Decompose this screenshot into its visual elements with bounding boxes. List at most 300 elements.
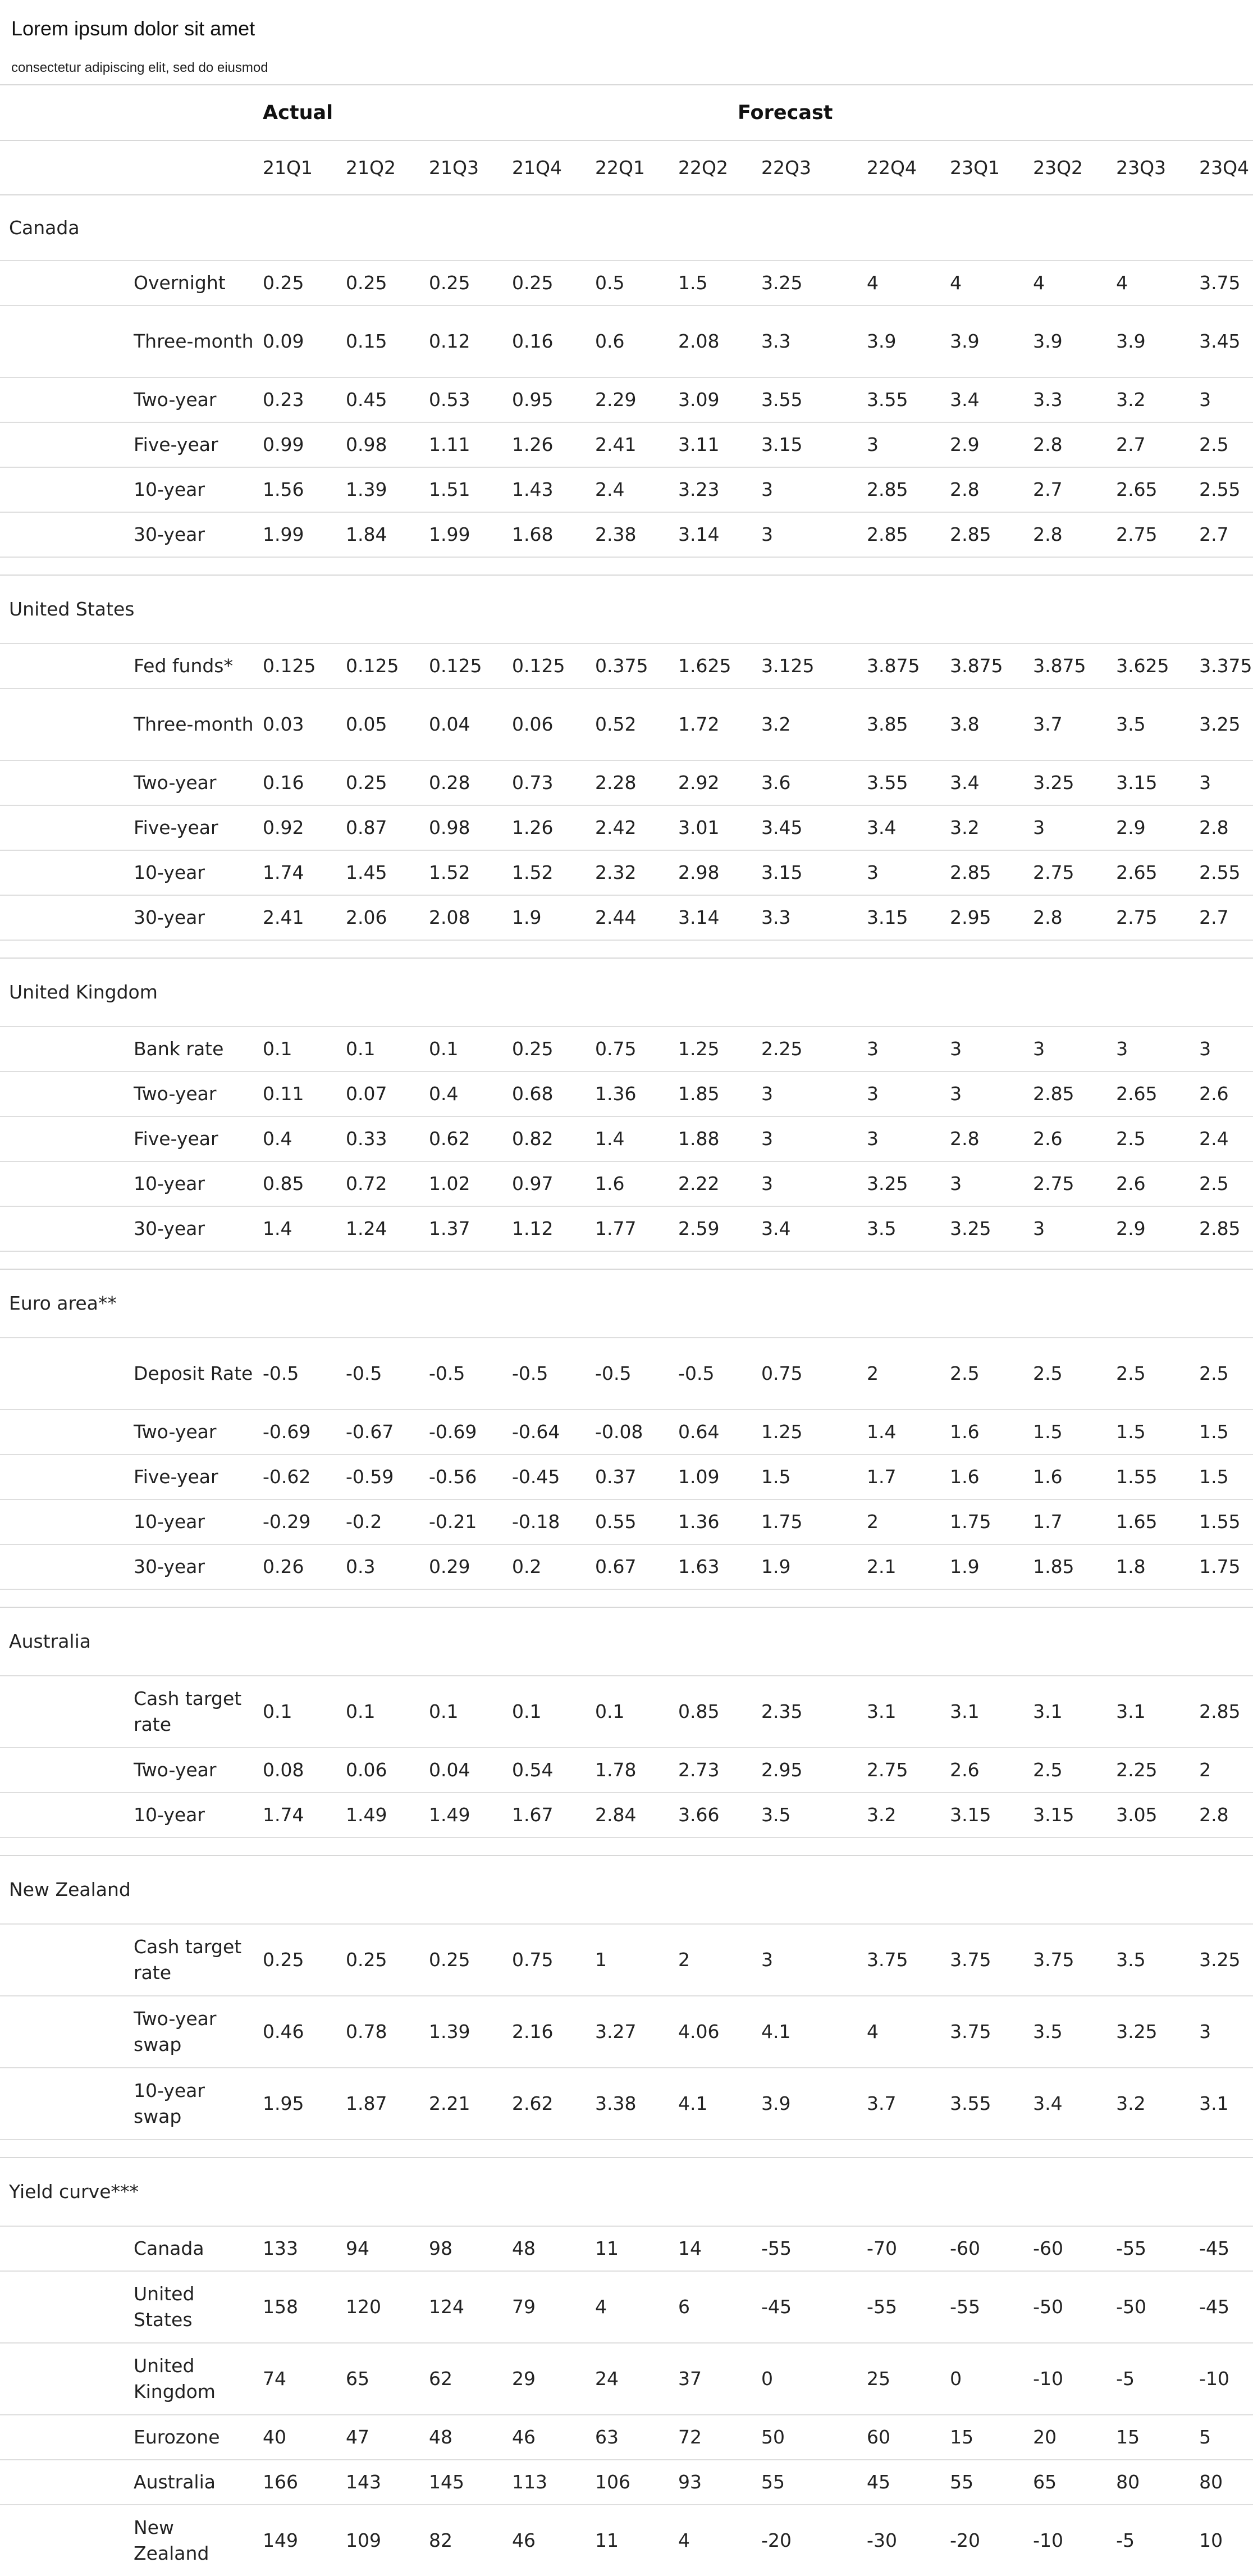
table-cell: 0.98 xyxy=(420,805,503,850)
table-cell: 0.85 xyxy=(669,1676,752,1748)
table-cell: 3.15 xyxy=(752,850,858,895)
rates-body xyxy=(0,85,1253,2576)
table-cell: 0.4 xyxy=(420,1072,503,1116)
table-cell: 149 xyxy=(254,2505,337,2576)
table-cell: 3.6 xyxy=(752,760,858,805)
table-cell: 82 xyxy=(420,2505,503,2576)
table-cell: -55 xyxy=(941,2271,1024,2343)
table-cell: 0.06 xyxy=(337,1748,420,1793)
row-spacer xyxy=(0,1544,125,1589)
header-spacer xyxy=(125,85,254,140)
table-cell: 3.5 xyxy=(858,1206,941,1251)
table-cell: 3.15 xyxy=(752,422,858,467)
table-cell: 2.8 xyxy=(1024,422,1107,467)
row-spacer xyxy=(0,261,125,306)
table-cell: 2.7 xyxy=(1190,512,1253,557)
table-cell: 1.7 xyxy=(858,1455,941,1499)
table-cell: 166 xyxy=(254,2460,337,2505)
table-cell: 0.25 xyxy=(420,261,503,306)
table-cell: 4.1 xyxy=(752,1996,858,2068)
table-row xyxy=(0,1996,1253,2068)
table-cell: 3 xyxy=(752,1116,858,1161)
table-cell: 1.9 xyxy=(941,1544,1024,1589)
table-cell: 2.75 xyxy=(1024,850,1107,895)
group-gap-cell xyxy=(0,1838,1253,1855)
table-cell: 3.15 xyxy=(941,1793,1024,1838)
group-gap xyxy=(0,1251,1253,1269)
table-cell: 15 xyxy=(941,2415,1024,2460)
table-row xyxy=(0,760,1253,805)
table-cell: 2.4 xyxy=(586,467,669,512)
table-cell: 4.1 xyxy=(669,2068,752,2140)
table-cell: 1.24 xyxy=(337,1206,420,1251)
table-cell: 0.6 xyxy=(586,306,669,377)
table-cell: 0.62 xyxy=(420,1116,503,1161)
table-cell: -0.5 xyxy=(420,1338,503,1410)
group-header-row xyxy=(0,195,1253,261)
row-spacer xyxy=(0,422,125,467)
table-cell: 3.9 xyxy=(1024,306,1107,377)
table-cell: 0.97 xyxy=(503,1161,586,1206)
group-gap-cell xyxy=(0,940,1253,958)
table-cell: 93 xyxy=(669,2460,752,2505)
group-gap xyxy=(0,557,1253,575)
table-cell: -0.45 xyxy=(503,1455,586,1499)
table-row xyxy=(0,1072,1253,1116)
table-cell: 1.8 xyxy=(1107,1544,1190,1589)
table-cell: 2.8 xyxy=(1024,512,1107,557)
table-cell: 1.11 xyxy=(420,422,503,467)
table-cell: 3.4 xyxy=(858,805,941,850)
column-header: 22Q3 xyxy=(752,140,858,195)
table-cell: 2.8 xyxy=(941,1116,1024,1161)
table-cell: 3.5 xyxy=(1024,1996,1107,2068)
rates-table xyxy=(0,84,1253,2576)
table-cell: 3.875 xyxy=(1024,644,1107,689)
row-label: Five-year xyxy=(125,805,254,850)
table-cell: 10 xyxy=(1190,2505,1253,2576)
table-row xyxy=(0,2505,1253,2576)
table-cell: -10 xyxy=(1024,2343,1107,2415)
header-spacer xyxy=(125,140,254,195)
table-cell: 1.36 xyxy=(586,1072,669,1116)
row-label: Three-month xyxy=(125,689,254,760)
row-label: Overnight xyxy=(125,261,254,306)
table-cell: 3.5 xyxy=(1107,1924,1190,1996)
table-row xyxy=(0,2068,1253,2140)
table-cell: 3.2 xyxy=(858,1793,941,1838)
table-cell: 4 xyxy=(1024,261,1107,306)
table-cell: 2.9 xyxy=(941,422,1024,467)
table-cell: -0.56 xyxy=(420,1455,503,1499)
table-cell: 2.85 xyxy=(1024,1072,1107,1116)
table-cell: 4 xyxy=(669,2505,752,2576)
table-cell: 11 xyxy=(586,2226,669,2271)
table-cell: 3 xyxy=(752,1924,858,1996)
row-label: 30-year xyxy=(125,512,254,557)
table-row xyxy=(0,1206,1253,1251)
table-cell: 0.125 xyxy=(503,644,586,689)
table-row xyxy=(0,467,1253,512)
table-cell: 3.125 xyxy=(752,644,858,689)
table-cell: 1.43 xyxy=(503,467,586,512)
header-spacer xyxy=(0,140,125,195)
table-cell: 1 xyxy=(586,1924,669,1996)
row-spacer xyxy=(0,512,125,557)
table-cell: 15 xyxy=(1107,2415,1190,2460)
row-label: 10-year swap xyxy=(125,2068,254,2140)
table-cell: 2.16 xyxy=(503,1996,586,2068)
table-cell: -45 xyxy=(1190,2226,1253,2271)
table-cell: 3.4 xyxy=(941,377,1024,422)
table-cell: 3.55 xyxy=(941,2068,1024,2140)
table-cell: 0.1 xyxy=(420,1676,503,1748)
table-cell: 3.11 xyxy=(669,422,752,467)
table-cell: 1.75 xyxy=(752,1499,858,1544)
table-cell: -0.67 xyxy=(337,1410,420,1455)
table-cell: 2.35 xyxy=(752,1676,858,1748)
table-cell: 3 xyxy=(752,1072,858,1116)
table-cell: 3.25 xyxy=(941,1206,1024,1251)
table-cell: 3.14 xyxy=(669,512,752,557)
table-cell: 0.54 xyxy=(503,1748,586,1793)
table-cell: 0.16 xyxy=(503,306,586,377)
table-cell: 3.85 xyxy=(858,689,941,760)
table-cell: 0 xyxy=(941,2343,1024,2415)
table-cell: 1.84 xyxy=(337,512,420,557)
table-cell: 1.5 xyxy=(752,1455,858,1499)
table-cell: 0.125 xyxy=(337,644,420,689)
page-subtitle: consectetur adipiscing elit, sed do eiusmod xyxy=(11,60,268,75)
table-cell: 0.99 xyxy=(254,422,337,467)
table-cell: 11 xyxy=(586,2505,669,2576)
column-header: 21Q3 xyxy=(420,140,503,195)
table-cell: 3.75 xyxy=(1024,1924,1107,1996)
row-label: 10-year xyxy=(125,1161,254,1206)
row-spacer xyxy=(0,1748,125,1793)
table-cell: 2.7 xyxy=(1024,467,1107,512)
table-cell: 124 xyxy=(420,2271,503,2343)
table-cell: -45 xyxy=(1190,2271,1253,2343)
table-cell: 1.09 xyxy=(669,1455,752,1499)
table-cell: 3.4 xyxy=(941,760,1024,805)
table-cell: 158 xyxy=(254,2271,337,2343)
table-cell: 1.78 xyxy=(586,1748,669,1793)
table-row xyxy=(0,2460,1253,2505)
table-cell: 1.77 xyxy=(586,1206,669,1251)
table-cell: 0.87 xyxy=(337,805,420,850)
header-quarter-row xyxy=(0,140,1253,195)
table-row xyxy=(0,689,1253,760)
table-cell: 0.78 xyxy=(337,1996,420,2068)
table-cell: 0.125 xyxy=(254,644,337,689)
table-cell: 2.85 xyxy=(858,512,941,557)
row-spacer xyxy=(0,2460,125,2505)
table-cell: 3.9 xyxy=(752,2068,858,2140)
row-spacer xyxy=(0,644,125,689)
table-cell: 0.68 xyxy=(503,1072,586,1116)
group-header-row xyxy=(0,1269,1253,1338)
table-cell: -0.69 xyxy=(420,1410,503,1455)
table-cell: 2.5 xyxy=(1107,1338,1190,1410)
table-cell: 2.6 xyxy=(1024,1116,1107,1161)
table-row xyxy=(0,1676,1253,1748)
column-header: 23Q4 xyxy=(1190,140,1253,195)
table-cell: 2.29 xyxy=(586,377,669,422)
table-row xyxy=(0,1544,1253,1589)
table-cell: 2.73 xyxy=(669,1748,752,1793)
table-cell: 145 xyxy=(420,2460,503,2505)
table-cell: 2 xyxy=(858,1499,941,1544)
table-cell: 0.16 xyxy=(254,760,337,805)
row-spacer xyxy=(0,2415,125,2460)
table-cell: 62 xyxy=(420,2343,503,2415)
group-gap-cell xyxy=(0,557,1253,575)
row-label: Cash target rate xyxy=(125,1924,254,1996)
header-spacer xyxy=(0,85,125,140)
table-cell: -70 xyxy=(858,2226,941,2271)
table-cell: 4.06 xyxy=(669,1996,752,2068)
table-row xyxy=(0,422,1253,467)
table-cell: 2.6 xyxy=(941,1748,1024,1793)
table-cell: 3.9 xyxy=(1107,306,1190,377)
table-cell: 3.25 xyxy=(858,1161,941,1206)
table-cell: 0.375 xyxy=(586,644,669,689)
table-cell: 3.15 xyxy=(1107,760,1190,805)
table-cell: 0.09 xyxy=(254,306,337,377)
table-cell: 4 xyxy=(858,261,941,306)
row-spacer xyxy=(0,1027,125,1072)
table-cell: -0.2 xyxy=(337,1499,420,1544)
table-cell: -55 xyxy=(752,2226,858,2271)
table-cell: 3 xyxy=(858,1116,941,1161)
table-cell: 1.26 xyxy=(503,422,586,467)
table-row xyxy=(0,1338,1253,1410)
row-spacer xyxy=(0,850,125,895)
page-title: Lorem ipsum dolor sit amet xyxy=(11,17,255,40)
table-cell: 3.25 xyxy=(752,261,858,306)
table-cell: 0.25 xyxy=(254,261,337,306)
table-cell: 1.5 xyxy=(669,261,752,306)
row-label: Two-year xyxy=(125,760,254,805)
table-cell: 3.75 xyxy=(941,1924,1024,1996)
table-cell: 2.42 xyxy=(586,805,669,850)
table-cell: 0.92 xyxy=(254,805,337,850)
group-gap-cell xyxy=(0,1589,1253,1607)
table-cell: 2.6 xyxy=(1190,1072,1253,1116)
table-row xyxy=(0,2271,1253,2343)
table-cell: 3 xyxy=(941,1027,1024,1072)
table-cell: -45 xyxy=(752,2271,858,2343)
group-label: Yield curve*** xyxy=(0,2158,1253,2226)
table-cell: 3.66 xyxy=(669,1793,752,1838)
table-cell: 2.75 xyxy=(858,1748,941,1793)
table-cell: 1.25 xyxy=(752,1410,858,1455)
table-cell: 1.37 xyxy=(420,1206,503,1251)
table-cell: 1.87 xyxy=(337,2068,420,2140)
table-cell: 0.25 xyxy=(420,1924,503,1996)
table-cell: 48 xyxy=(420,2415,503,2460)
group-label: New Zealand xyxy=(0,1855,1253,1924)
table-cell: 2.84 xyxy=(586,1793,669,1838)
table-cell: 1.49 xyxy=(420,1793,503,1838)
table-cell: -20 xyxy=(752,2505,858,2576)
table-cell: 80 xyxy=(1107,2460,1190,2505)
table-cell: 1.25 xyxy=(669,1027,752,1072)
group-header-row xyxy=(0,958,1253,1027)
table-cell: 2.25 xyxy=(1107,1748,1190,1793)
table-cell: 2.85 xyxy=(858,467,941,512)
column-header: 22Q1 xyxy=(586,140,669,195)
row-spacer xyxy=(0,1793,125,1838)
table-cell: 1.63 xyxy=(669,1544,752,1589)
table-cell: 3.1 xyxy=(1107,1676,1190,1748)
table-cell: -0.5 xyxy=(254,1338,337,1410)
column-header: 21Q2 xyxy=(337,140,420,195)
table-cell: 3.3 xyxy=(752,306,858,377)
table-cell: 0.33 xyxy=(337,1116,420,1161)
table-cell: 1.52 xyxy=(420,850,503,895)
table-cell: 0.45 xyxy=(337,377,420,422)
table-cell: 2.85 xyxy=(941,850,1024,895)
row-label: Canada xyxy=(125,2226,254,2271)
table-cell: 0.25 xyxy=(503,1027,586,1072)
table-cell: 0.55 xyxy=(586,1499,669,1544)
row-label: 10-year xyxy=(125,467,254,512)
table-cell: 2.5 xyxy=(1190,422,1253,467)
table-cell: 120 xyxy=(337,2271,420,2343)
table-cell: -0.62 xyxy=(254,1455,337,1499)
table-cell: 3.5 xyxy=(1107,689,1190,760)
row-spacer xyxy=(0,1206,125,1251)
table-cell: 3.25 xyxy=(1024,760,1107,805)
table-cell: 3.14 xyxy=(669,895,752,940)
table-cell: 2.08 xyxy=(669,306,752,377)
table-cell: 0.5 xyxy=(586,261,669,306)
table-cell: 2.65 xyxy=(1107,1072,1190,1116)
table-cell: 1.67 xyxy=(503,1793,586,1838)
table-cell: 3.2 xyxy=(1107,2068,1190,2140)
table-row xyxy=(0,1161,1253,1206)
table-cell: 0.52 xyxy=(586,689,669,760)
table-cell: 0.25 xyxy=(254,1924,337,1996)
row-label: Two-year xyxy=(125,1748,254,1793)
table-cell: 0.1 xyxy=(254,1676,337,1748)
table-cell: 1.5 xyxy=(1190,1410,1253,1455)
table-cell: 1.95 xyxy=(254,2068,337,2140)
table-cell: 3.75 xyxy=(941,1996,1024,2068)
table-cell: 1.72 xyxy=(669,689,752,760)
table-cell: 2.5 xyxy=(941,1338,1024,1410)
table-row xyxy=(0,1499,1253,1544)
table-cell: 3.55 xyxy=(858,760,941,805)
table-cell: 0.37 xyxy=(586,1455,669,1499)
table-cell: 46 xyxy=(503,2505,586,2576)
table-cell: 2 xyxy=(669,1924,752,1996)
table-cell: -0.29 xyxy=(254,1499,337,1544)
row-spacer xyxy=(0,1116,125,1161)
table-cell: 2.7 xyxy=(1190,895,1253,940)
table-cell: 3.2 xyxy=(1107,377,1190,422)
table-cell: 3.3 xyxy=(1024,377,1107,422)
table-cell: 0.73 xyxy=(503,760,586,805)
table-cell: 2.8 xyxy=(941,467,1024,512)
header-actual: Actual xyxy=(254,85,586,140)
table-cell: 3 xyxy=(858,1072,941,1116)
table-cell: 113 xyxy=(503,2460,586,2505)
table-cell: 3.1 xyxy=(1190,2068,1253,2140)
header-forecast: Forecast xyxy=(586,85,941,140)
table-cell: 1.88 xyxy=(669,1116,752,1161)
table-cell: 2.5 xyxy=(1190,1161,1253,1206)
table-cell: 2.06 xyxy=(337,895,420,940)
table-row xyxy=(0,1924,1253,1996)
table-cell: 50 xyxy=(752,2415,858,2460)
table-cell: 0.75 xyxy=(586,1027,669,1072)
table-cell: 3 xyxy=(1024,805,1107,850)
table-cell: 3 xyxy=(1024,1206,1107,1251)
table-cell: 143 xyxy=(337,2460,420,2505)
row-spacer xyxy=(0,689,125,760)
table-cell: 2.5 xyxy=(1107,1116,1190,1161)
table-cell: 1.74 xyxy=(254,850,337,895)
table-cell: 2.4 xyxy=(1190,1116,1253,1161)
row-label: 10-year xyxy=(125,1793,254,1838)
table-cell: 55 xyxy=(941,2460,1024,2505)
table-cell: 0.72 xyxy=(337,1161,420,1206)
table-cell: 55 xyxy=(752,2460,858,2505)
table-cell: 1.55 xyxy=(1107,1455,1190,1499)
table-cell: 1.49 xyxy=(337,1793,420,1838)
table-cell: -0.5 xyxy=(669,1338,752,1410)
table-cell: 1.55 xyxy=(1190,1499,1253,1544)
table-cell: 0.1 xyxy=(586,1676,669,1748)
table-cell: -10 xyxy=(1190,2343,1253,2415)
table-cell: 2.41 xyxy=(254,895,337,940)
row-spacer xyxy=(0,306,125,377)
table-row xyxy=(0,2415,1253,2460)
table-cell: -0.5 xyxy=(503,1338,586,1410)
row-label: Bank rate xyxy=(125,1027,254,1072)
table-cell: -0.08 xyxy=(586,1410,669,1455)
table-cell: 3 xyxy=(858,422,941,467)
table-cell: -55 xyxy=(858,2271,941,2343)
table-cell: 1.6 xyxy=(941,1410,1024,1455)
table-cell: 2.65 xyxy=(1107,850,1190,895)
table-cell: -50 xyxy=(1107,2271,1190,2343)
table-cell: 1.52 xyxy=(503,850,586,895)
table-cell: 65 xyxy=(337,2343,420,2415)
table-cell: -5 xyxy=(1107,2343,1190,2415)
table-cell: 79 xyxy=(503,2271,586,2343)
table-cell: 2.44 xyxy=(586,895,669,940)
table-cell: -0.64 xyxy=(503,1410,586,1455)
row-spacer xyxy=(0,1924,125,1996)
table-cell: 5 xyxy=(1190,2415,1253,2460)
table-cell: 25 xyxy=(858,2343,941,2415)
table-row xyxy=(0,1116,1253,1161)
table-cell: 0.04 xyxy=(420,1748,503,1793)
table-row xyxy=(0,261,1253,306)
table-cell: 2.6 xyxy=(1107,1161,1190,1206)
table-cell: 0.85 xyxy=(254,1161,337,1206)
table-cell: 1.5 xyxy=(1024,1410,1107,1455)
table-cell: 3.4 xyxy=(752,1206,858,1251)
table-cell: 2.5 xyxy=(1190,1338,1253,1410)
table-cell: 2.5 xyxy=(1024,1338,1107,1410)
table-cell: -55 xyxy=(1107,2226,1190,2271)
table-cell: 0.25 xyxy=(337,1924,420,1996)
